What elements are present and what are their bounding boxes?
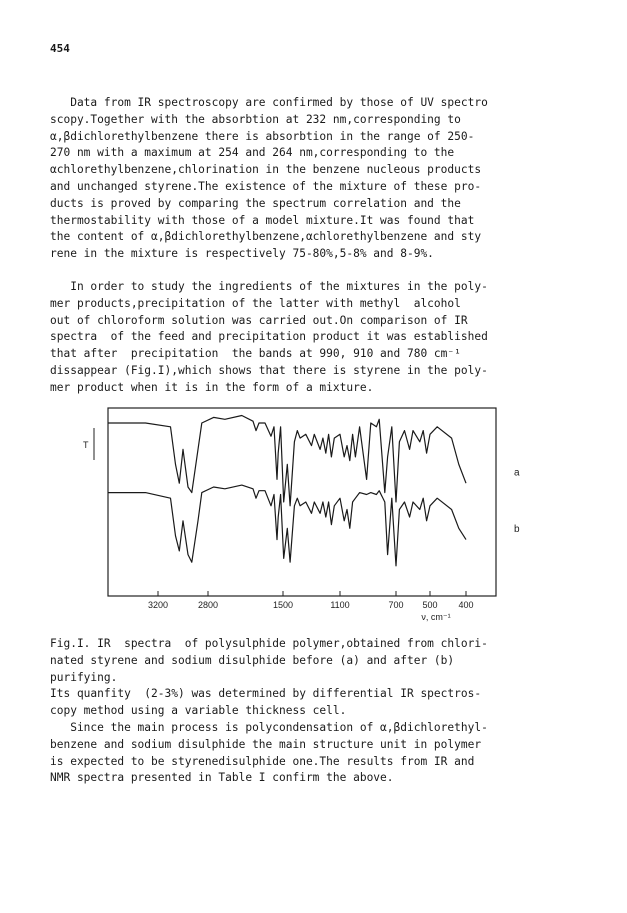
text-line: rene in the mixture is respectively 75-80%,5-8% and 8-9%.	[50, 247, 434, 261]
x-tick-label: 500	[422, 600, 438, 610]
text-line: ducts is proved by comparing the spectrum correlation and the	[50, 196, 461, 210]
text-line: benzene and sodium disulphide the main structure unit in polymer	[50, 737, 482, 751]
text-line: 270 nm with a maximum at 254 and 264 nm,corresponding to the	[50, 146, 455, 160]
figure-caption	[50, 636, 580, 686]
ir-spectra-figure	[78, 400, 548, 645]
text-line: Since the main process is polycondensation of α,βdichlorethyl-	[50, 721, 488, 734]
spectrum-curve-b	[108, 485, 466, 566]
caption-line: nated styrene and sodium disulphide before (a) and after (b)	[50, 653, 455, 667]
x-axis-label: ν, cm⁻¹	[421, 612, 451, 622]
text-line: Data from IR spectroscopy are confirmed by those of UV spectro	[50, 96, 488, 109]
text-line: In order to study the ingredients of the mixtures in the poly-	[50, 280, 488, 293]
text-line: and unchanged styrene.The existence of the mixture of these pro-	[50, 179, 482, 193]
x-tick-label: 400	[458, 600, 474, 610]
curve-label-a: a	[514, 467, 520, 479]
paragraph-precipitation	[50, 279, 580, 397]
text-line: copy method using a variable thickness cell.	[50, 703, 347, 717]
text-line: αchlorethylbenzene,chlorination in the benzene nucleous products	[50, 163, 482, 177]
text-line: that after precipitation the bands at 990, 910 and 780 cm⁻¹	[50, 347, 461, 361]
text-line: scopy.Together with the absorbtion at 232 nm,corresponding to	[50, 112, 461, 126]
x-tick-label: 2800	[197, 600, 219, 610]
x-tick-label: 3200	[147, 600, 169, 610]
x-tick-label: 700	[388, 600, 404, 610]
spectrum-curve-a	[108, 416, 466, 506]
page-number: 454	[50, 42, 70, 55]
text-line: the content of α,βdichlorethylbenzene,αchlorethylbenzene and sty	[50, 230, 482, 244]
paragraph-polycondensation	[50, 720, 580, 787]
paragraph-quantity	[50, 686, 580, 720]
caption-line: Fig.I. IR spectra of polysulphide polymer,obtained from chlori-	[50, 637, 488, 650]
text-line: spectra of the feed and precipitation product it was established	[50, 330, 488, 344]
ir-spectra-chart	[78, 400, 548, 645]
transmittance-scale-marker: T	[83, 440, 89, 450]
text-line: Its quanfity (2-3%) was determined by differential IR spectros-	[50, 687, 482, 700]
text-line: mer products,precipitation of the latter with methyl alcohol	[50, 296, 461, 310]
caption-line: purifying.	[50, 670, 118, 684]
text-line: thermostability with those of a model mixture.It was found that	[50, 213, 475, 227]
text-line: α,βdichlorethylbenzene there is absorbtion in the range of 250-	[50, 129, 475, 143]
x-tick-label: 1500	[272, 600, 294, 610]
x-tick-label: 1100	[330, 600, 350, 610]
text-line: NMR spectra presented in Table I confirm the above.	[50, 771, 394, 785]
text-line: mer product when it is in the form of a mixture.	[50, 380, 374, 394]
paragraph-uv-spectroscopy	[50, 95, 580, 263]
curve-label-b: b	[514, 524, 520, 536]
text-line: is expected to be styrenedisulphide one.The results from IR and	[50, 754, 475, 768]
text-line: out of chloroform solution was carried out.On comparison of IR	[50, 313, 468, 327]
text-line: dissappear (Fig.I),which shows that there is styrene in the poly-	[50, 363, 488, 377]
